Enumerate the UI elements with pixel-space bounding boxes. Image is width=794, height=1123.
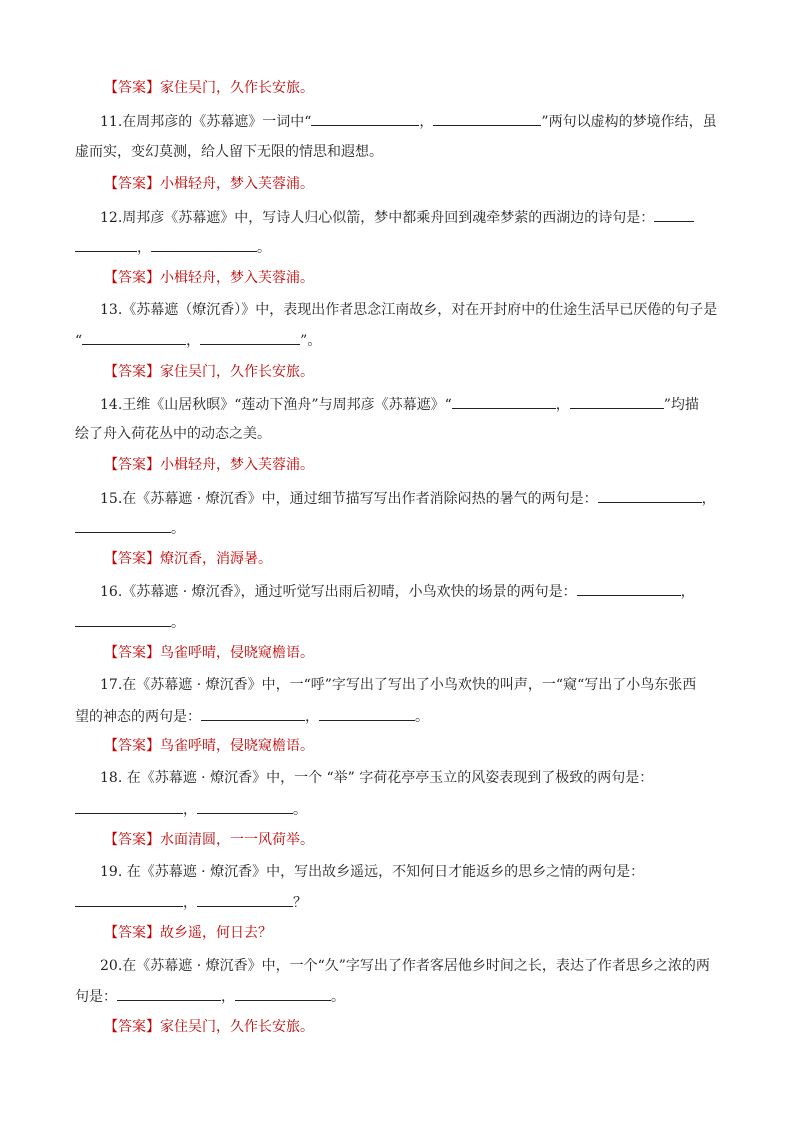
question-16-text: 16.《苏幕遮 · 燎沉香》，通过听觉写出雨后初晴，小鸟欢快的场景的两句是： [100,584,577,600]
question-11-line-2: 虚而实，变幻莫测，给人留下无限的情思和遐想。 [75,144,383,160]
question-13-line-2 [75,330,321,351]
question-20-line-2 [75,986,345,1007]
question-17-text: 望的神态的两句是： [75,709,201,725]
question-20-line-1: 20.在《苏幕遮 · 燎沉香》中，一个“久”字写出了作者客居他乡时间之长，表达了作者思乡之浓的两 [100,958,710,974]
question-19-line-1: 19. 在《苏幕遮 · 燎沉香》中，写出故乡遥远，不知何日才能返乡的思乡之情的两句是： [100,864,645,880]
question-17-end: 。 [415,709,429,725]
answer-blank[interactable] [151,237,257,252]
question-12-line-1 [100,207,694,228]
question-18-line-1: 18. 在《苏幕遮 · 燎沉香》中，一个 “举” 字荷花亭亭玉立的风姿表现到了极致的两句是： [100,770,654,786]
answer-20: 【答案】家住吴门，久作长安旅。 [104,1019,314,1035]
answer-blank[interactable] [598,488,702,503]
question-20-text: 句是： [75,989,117,1005]
question-14-text-b: ”均描 [663,397,699,413]
question-20-sep: ， [221,989,235,1005]
question-18-line-2 [75,799,307,820]
answer-blank[interactable] [75,612,171,627]
question-16-sep: ， [680,584,695,600]
answer-12: 【答案】小楫轻舟，梦入芙蓉浦。 [104,270,314,286]
answer-15: 【答案】燎沉香，消溽暑。 [104,551,272,567]
question-13-sep: ， [186,333,201,349]
question-20-end: 。 [331,989,345,1005]
answer-13: 【答案】家住吴门，久作长安旅。 [104,364,314,380]
question-18-sep: ， [183,802,197,818]
question-11-text-a: 11.在周邦彦的《苏幕遮》一词中“ [100,114,312,130]
answer-blank[interactable] [235,986,331,1001]
question-11-text-b: ”两句以虚构的梦境作结，虽 [541,114,717,130]
question-17-line-1: 17.在《苏幕遮 · 燎沉香》中，一“呼”字写出了写出了小鸟欢快的叫声，一“窥“写出了小鸟东张西 [100,677,697,693]
question-15-sep: ， [701,491,716,507]
question-13-end: ”。 [300,333,322,349]
question-14-line-2: 绘了舟入荷花丛中的动态之美。 [75,426,271,442]
question-17-line-2 [75,706,429,727]
question-19-line-2 [75,892,307,913]
question-11-line-1 [100,111,717,132]
answer-14: 【答案】小楫轻舟，梦入芙蓉浦。 [104,457,314,473]
question-11-sep: ， [419,114,434,130]
question-17-sep: ， [305,709,319,725]
question-19-end: ？ [293,895,307,911]
answer-blank[interactable] [75,237,137,252]
answer-16: 【答案】鸟雀呼晴，侵晓窥檐语。 [104,645,314,661]
question-15-end: 。 [171,521,185,537]
question-16-line-2 [75,612,185,633]
answer-blank[interactable] [82,330,186,345]
question-15-line-2 [75,518,185,539]
question-12-end: 。 [257,240,271,256]
question-16-end: 。 [171,615,185,631]
answer-blank[interactable] [200,330,300,345]
answer-10: 【答案】家住吴门，久作长安旅。 [104,80,314,96]
question-18-end: 。 [293,802,307,818]
question-12-text: 12.周邦彦《苏幕遮》中，写诗人归心似箭，梦中都乘舟回到魂牵梦萦的西湖边的诗句是： [100,210,655,226]
question-16-line-1 [100,581,695,602]
answer-blank[interactable] [577,581,681,596]
answer-blank[interactable] [75,892,183,907]
answer-blank[interactable] [570,394,664,409]
answer-blank[interactable] [311,111,419,126]
answer-blank[interactable] [201,706,305,721]
answer-blank[interactable] [197,799,293,814]
answer-blank[interactable] [117,986,221,1001]
question-13-line-1: 13.《苏幕遮（燎沉香）》中，表现出作者思念江南故乡，对在开封府中的仕途生活早已厌倦的句子是 [100,302,718,318]
answer-blank[interactable] [319,706,415,721]
answer-blank[interactable] [75,799,183,814]
answer-blank[interactable] [654,207,694,222]
question-19-sep: ， [183,895,197,911]
answer-blank[interactable] [75,518,171,533]
question-12-line-2 [75,237,271,258]
answer-19: 【答案】故乡遥，何日去？ [104,925,272,941]
question-15-line-1 [100,488,716,509]
answer-11: 【答案】小楫轻舟，梦入芙蓉浦。 [104,176,314,192]
question-14-text-a: 14.王维《山居秋暝》“莲动下渔舟”与周邦彦《苏幕遮》“ [100,397,452,413]
answer-blank[interactable] [433,111,541,126]
question-12-sep: ， [137,240,151,256]
question-15-text: 15.在《苏幕遮 · 燎沉香》中，通过细节描写写出作者消除闷热的暑气的两句是： [100,491,598,507]
answer-blank[interactable] [452,394,556,409]
question-14-line-1 [100,394,699,415]
answer-18: 【答案】水面清圆，一一风荷举。 [104,832,314,848]
answer-blank[interactable] [197,892,293,907]
question-14-sep: ， [555,397,570,413]
question-13-open: “ [75,333,83,349]
answer-17: 【答案】鸟雀呼晴，侵晓窥檐语。 [104,738,314,754]
